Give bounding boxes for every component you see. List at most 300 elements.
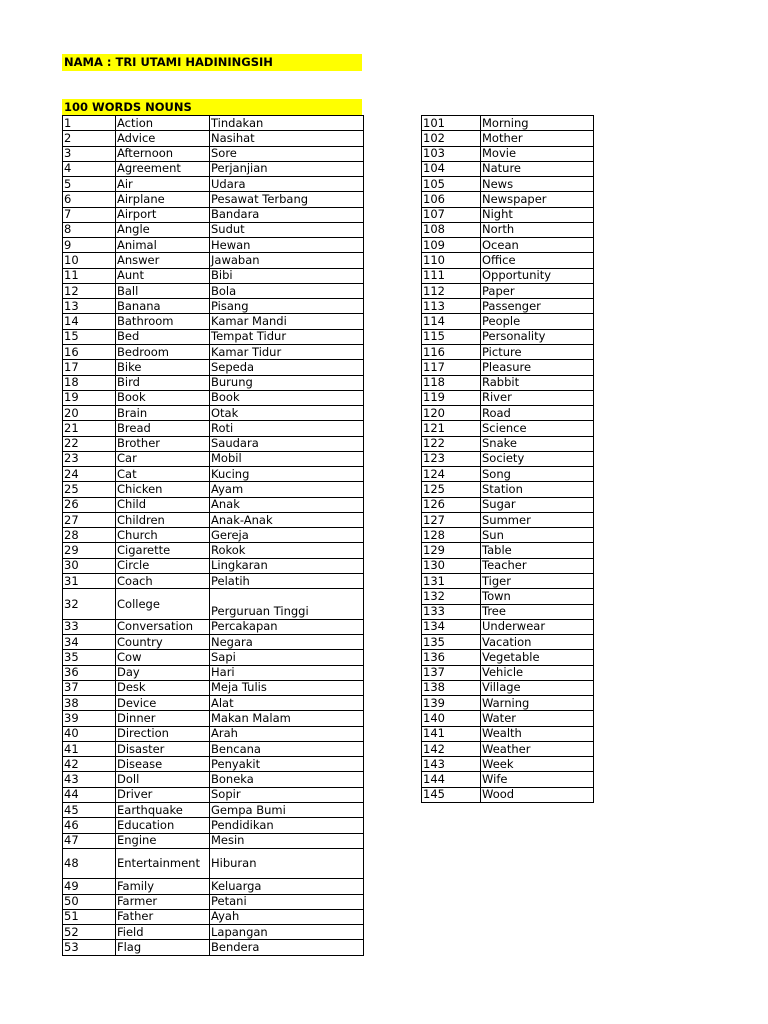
cell-word: Action [116, 116, 210, 131]
cell-word: Tree [481, 604, 594, 619]
cell-word: College [116, 589, 210, 620]
table-row [422, 757, 594, 772]
table-row [422, 467, 594, 482]
cell-no: 141 [422, 726, 481, 741]
cell-translation: Keluarga [210, 879, 364, 894]
cell-translation: Perguruan Tinggi [210, 589, 364, 620]
cell-no: 4 [63, 161, 116, 176]
cell-translation: Lapangan [210, 925, 364, 940]
cell-word: Air [116, 177, 210, 192]
cell-word: Day [116, 665, 210, 680]
cell-no: 125 [422, 482, 481, 497]
table-row [422, 680, 594, 695]
cell-no: 109 [422, 238, 481, 253]
table-row [422, 512, 594, 527]
cell-translation: Rokok [210, 543, 364, 558]
table-row [63, 177, 364, 192]
table-row [422, 482, 594, 497]
table-row [63, 131, 364, 146]
cell-translation: Ayah [210, 909, 364, 924]
table-row [63, 818, 364, 833]
table-row [422, 329, 594, 344]
cell-word: Table [481, 543, 594, 558]
table-row [422, 558, 594, 573]
cell-word: Town [481, 589, 594, 604]
cell-word: Song [481, 467, 594, 482]
cell-word: Answer [116, 253, 210, 268]
cell-word: Animal [116, 238, 210, 253]
cell-translation: Bencana [210, 741, 364, 756]
cell-no: 39 [63, 711, 116, 726]
cell-word: Personality [481, 329, 594, 344]
cell-translation: Lingkaran [210, 558, 364, 573]
table-row [63, 802, 364, 817]
table-row [63, 116, 364, 131]
cell-no: 102 [422, 131, 481, 146]
cell-no: 26 [63, 497, 116, 512]
cell-no: 134 [422, 619, 481, 634]
cell-no: 135 [422, 635, 481, 650]
cell-no: 51 [63, 909, 116, 924]
table-row [63, 146, 364, 161]
cell-no: 42 [63, 757, 116, 772]
cell-no: 107 [422, 207, 481, 222]
cell-translation: Boneka [210, 772, 364, 787]
table-row [63, 650, 364, 665]
table-row [63, 665, 364, 680]
table-row [422, 375, 594, 390]
cell-no: 124 [422, 467, 481, 482]
cell-word: Chicken [116, 482, 210, 497]
cell-word: Society [481, 451, 594, 466]
cell-word: Aunt [116, 268, 210, 283]
cell-word: Movie [481, 146, 594, 161]
cell-translation: Kamar Mandi [210, 314, 364, 329]
table-row [422, 665, 594, 680]
cell-translation: Hiburan [210, 848, 364, 879]
nouns-table-right [421, 115, 594, 803]
cell-no: 106 [422, 192, 481, 207]
cell-translation: Gempa Bumi [210, 802, 364, 817]
cell-word: Sugar [481, 497, 594, 512]
cell-no: 1 [63, 116, 116, 131]
cell-word: Car [116, 451, 210, 466]
cell-word: Device [116, 696, 210, 711]
cell-word: Pleasure [481, 360, 594, 375]
table-row [422, 344, 594, 359]
list-title: 100 WORDS NOUNS [64, 100, 192, 114]
cell-word: Paper [481, 283, 594, 298]
cell-word: Disaster [116, 741, 210, 756]
cell-word: Entertainment [116, 848, 210, 879]
table-row [422, 573, 594, 588]
cell-translation: Sopir [210, 787, 364, 802]
cell-no: 115 [422, 329, 481, 344]
cell-no: 133 [422, 604, 481, 619]
cell-translation: Percakapan [210, 619, 364, 634]
cell-no: 140 [422, 711, 481, 726]
cell-word: Cat [116, 467, 210, 482]
table-row [63, 268, 364, 283]
cell-no: 33 [63, 619, 116, 634]
cell-word: Teacher [481, 558, 594, 573]
table-row [422, 161, 594, 176]
cell-no: 15 [63, 329, 116, 344]
cell-translation: Hewan [210, 238, 364, 253]
table-row [63, 329, 364, 344]
cell-no: 104 [422, 161, 481, 176]
table-row [422, 421, 594, 436]
cell-word: Angle [116, 222, 210, 237]
table-row [63, 558, 364, 573]
table-row [63, 238, 364, 253]
cell-no: 103 [422, 146, 481, 161]
cell-no: 143 [422, 757, 481, 772]
cell-word: Brother [116, 436, 210, 451]
cell-word: Ball [116, 283, 210, 298]
cell-no: 41 [63, 741, 116, 756]
table-row [422, 741, 594, 756]
cell-word: Warning [481, 696, 594, 711]
table-row [63, 299, 364, 314]
table-row [63, 787, 364, 802]
cell-word: Water [481, 711, 594, 726]
cell-no: 130 [422, 558, 481, 573]
cell-no: 129 [422, 543, 481, 558]
cell-word: North [481, 222, 594, 237]
cell-translation: Bandara [210, 207, 364, 222]
cell-no: 40 [63, 726, 116, 741]
cell-word: Newspaper [481, 192, 594, 207]
list-title-banner [62, 99, 362, 115]
table-row [422, 238, 594, 253]
cell-translation: Perjanjian [210, 161, 364, 176]
cell-translation: Sore [210, 146, 364, 161]
cell-word: Wood [481, 787, 594, 802]
cell-word: Education [116, 818, 210, 833]
cell-no: 48 [63, 848, 116, 879]
cell-no: 23 [63, 451, 116, 466]
cell-translation: Makan Malam [210, 711, 364, 726]
table-row [422, 283, 594, 298]
cell-word: Bedroom [116, 344, 210, 359]
table-row [63, 680, 364, 695]
cell-no: 114 [422, 314, 481, 329]
nouns-table-left [62, 115, 364, 956]
cell-word: Passenger [481, 299, 594, 314]
table-row [422, 619, 594, 634]
cell-word: News [481, 177, 594, 192]
cell-no: 138 [422, 680, 481, 695]
cell-word: Bread [116, 421, 210, 436]
cell-translation: Tempat Tidur [210, 329, 364, 344]
cell-no: 16 [63, 344, 116, 359]
cell-word: Circle [116, 558, 210, 573]
table-row [63, 696, 364, 711]
table-row [422, 177, 594, 192]
table-row [63, 894, 364, 909]
table-row [422, 497, 594, 512]
cell-no: 108 [422, 222, 481, 237]
cell-no: 35 [63, 650, 116, 665]
cell-word: Field [116, 925, 210, 940]
table-row [63, 879, 364, 894]
cell-no: 117 [422, 360, 481, 375]
cell-translation: Kucing [210, 467, 364, 482]
table-row [63, 772, 364, 787]
cell-word: Direction [116, 726, 210, 741]
cell-word: Disease [116, 757, 210, 772]
cell-word: People [481, 314, 594, 329]
cell-no: 14 [63, 314, 116, 329]
nouns-table-left-body [63, 116, 364, 956]
table-row [63, 344, 364, 359]
cell-translation: Bola [210, 283, 364, 298]
cell-translation: Saudara [210, 436, 364, 451]
table-row [422, 650, 594, 665]
table-row [422, 390, 594, 405]
cell-translation: Ayam [210, 482, 364, 497]
table-row [422, 711, 594, 726]
table-row [422, 635, 594, 650]
table-row [422, 116, 594, 131]
cell-word: Earthquake [116, 802, 210, 817]
table-row [422, 772, 594, 787]
table-row [422, 406, 594, 421]
cell-no: 11 [63, 268, 116, 283]
cell-no: 37 [63, 680, 116, 695]
cell-word: Flag [116, 940, 210, 955]
table-row [63, 635, 364, 650]
cell-no: 45 [63, 802, 116, 817]
cell-word: Cow [116, 650, 210, 665]
table-row [63, 848, 364, 879]
cell-translation: Petani [210, 894, 364, 909]
cell-no: 28 [63, 528, 116, 543]
cell-word: Vegetable [481, 650, 594, 665]
cell-no: 6 [63, 192, 116, 207]
table-row [63, 436, 364, 451]
cell-no: 47 [63, 833, 116, 848]
table-row [63, 741, 364, 756]
cell-word: Village [481, 680, 594, 695]
cell-translation: Pisang [210, 299, 364, 314]
cell-translation: Udara [210, 177, 364, 192]
cell-word: Airport [116, 207, 210, 222]
table-row [422, 451, 594, 466]
cell-word: Wife [481, 772, 594, 787]
cell-word: Desk [116, 680, 210, 695]
cell-word: Conversation [116, 619, 210, 634]
table-row [63, 253, 364, 268]
cell-word: Picture [481, 344, 594, 359]
table-row [63, 467, 364, 482]
cell-no: 142 [422, 741, 481, 756]
table-row [422, 726, 594, 741]
cell-translation: Hari [210, 665, 364, 680]
cell-translation: Gereja [210, 528, 364, 543]
cell-no: 13 [63, 299, 116, 314]
cell-no: 18 [63, 375, 116, 390]
cell-no: 113 [422, 299, 481, 314]
cell-word: Driver [116, 787, 210, 802]
cell-word: Dinner [116, 711, 210, 726]
table-row [422, 787, 594, 802]
cell-word: Ocean [481, 238, 594, 253]
cell-word: Children [116, 512, 210, 527]
cell-word: Science [481, 421, 594, 436]
cell-word: Cigarette [116, 543, 210, 558]
cell-no: 52 [63, 925, 116, 940]
table-row [63, 589, 364, 620]
cell-no: 9 [63, 238, 116, 253]
cell-word: Wealth [481, 726, 594, 741]
cell-no: 44 [63, 787, 116, 802]
cell-translation: Roti [210, 421, 364, 436]
cell-no: 105 [422, 177, 481, 192]
table-row [63, 497, 364, 512]
table-row [63, 406, 364, 421]
table-row [63, 528, 364, 543]
cell-word: Bed [116, 329, 210, 344]
cell-no: 139 [422, 696, 481, 711]
cell-no: 7 [63, 207, 116, 222]
cell-no: 27 [63, 512, 116, 527]
cell-no: 21 [63, 421, 116, 436]
cell-no: 49 [63, 879, 116, 894]
table-row [63, 421, 364, 436]
cell-translation: Penyakit [210, 757, 364, 772]
cell-word: Farmer [116, 894, 210, 909]
table-row [63, 314, 364, 329]
table-row [63, 833, 364, 848]
cell-no: 137 [422, 665, 481, 680]
cell-no: 144 [422, 772, 481, 787]
cell-no: 111 [422, 268, 481, 283]
table-row [63, 390, 364, 405]
cell-word: Sun [481, 528, 594, 543]
cell-no: 29 [63, 543, 116, 558]
cell-word: Office [481, 253, 594, 268]
table-row [422, 436, 594, 451]
cell-no: 121 [422, 421, 481, 436]
cell-translation: Jawaban [210, 253, 364, 268]
cell-no: 30 [63, 558, 116, 573]
cell-translation: Tindakan [210, 116, 364, 131]
table-row [63, 619, 364, 634]
cell-translation: Anak [210, 497, 364, 512]
cell-translation: Burung [210, 375, 364, 390]
cell-translation: Pendidikan [210, 818, 364, 833]
cell-no: 38 [63, 696, 116, 711]
cell-word: Family [116, 879, 210, 894]
cell-no: 20 [63, 406, 116, 421]
cell-no: 32 [63, 589, 116, 620]
cell-translation: Otak [210, 406, 364, 421]
table-row [422, 222, 594, 237]
table-row [63, 192, 364, 207]
cell-word: Bike [116, 360, 210, 375]
cell-word: Vehicle [481, 665, 594, 680]
cell-no: 24 [63, 467, 116, 482]
nouns-table-right-body [422, 116, 594, 803]
table-row [422, 604, 594, 619]
cell-translation: Mesin [210, 833, 364, 848]
student-name-banner [62, 54, 362, 71]
table-row [422, 360, 594, 375]
cell-word: Coach [116, 573, 210, 588]
table-row [422, 253, 594, 268]
cell-word: Book [116, 390, 210, 405]
cell-translation: Anak-Anak [210, 512, 364, 527]
cell-no: 2 [63, 131, 116, 146]
table-row [63, 573, 364, 588]
table-row [63, 909, 364, 924]
cell-no: 10 [63, 253, 116, 268]
cell-no: 31 [63, 573, 116, 588]
table-row [63, 711, 364, 726]
table-row [422, 314, 594, 329]
table-row [63, 925, 364, 940]
cell-no: 19 [63, 390, 116, 405]
cell-translation: Kamar Tidur [210, 344, 364, 359]
cell-word: Child [116, 497, 210, 512]
cell-word: Rabbit [481, 375, 594, 390]
cell-no: 126 [422, 497, 481, 512]
cell-translation: Pesawat Terbang [210, 192, 364, 207]
cell-no: 110 [422, 253, 481, 268]
cell-word: Bathroom [116, 314, 210, 329]
cell-no: 127 [422, 512, 481, 527]
cell-translation: Negara [210, 635, 364, 650]
cell-word: River [481, 390, 594, 405]
table-row [63, 222, 364, 237]
cell-translation: Mobil [210, 451, 364, 466]
cell-no: 46 [63, 818, 116, 833]
table-row [63, 360, 364, 375]
cell-no: 101 [422, 116, 481, 131]
table-row [63, 512, 364, 527]
cell-no: 119 [422, 390, 481, 405]
cell-no: 8 [63, 222, 116, 237]
cell-word: Church [116, 528, 210, 543]
cell-translation: Sepeda [210, 360, 364, 375]
table-row [422, 192, 594, 207]
cell-no: 112 [422, 283, 481, 298]
cell-no: 122 [422, 436, 481, 451]
cell-word: Tiger [481, 573, 594, 588]
table-row [422, 146, 594, 161]
table-row [422, 207, 594, 222]
cell-no: 3 [63, 146, 116, 161]
cell-translation: Alat [210, 696, 364, 711]
cell-word: Bird [116, 375, 210, 390]
table-row [63, 757, 364, 772]
cell-translation: Arah [210, 726, 364, 741]
cell-word: Banana [116, 299, 210, 314]
cell-word: Summer [481, 512, 594, 527]
cell-translation: Nasihat [210, 131, 364, 146]
cell-no: 136 [422, 650, 481, 665]
cell-word: Doll [116, 772, 210, 787]
table-row [422, 131, 594, 146]
table-row [422, 268, 594, 283]
cell-word: Advice [116, 131, 210, 146]
table-row [63, 451, 364, 466]
cell-word: Morning [481, 116, 594, 131]
cell-no: 5 [63, 177, 116, 192]
cell-translation: Book [210, 390, 364, 405]
